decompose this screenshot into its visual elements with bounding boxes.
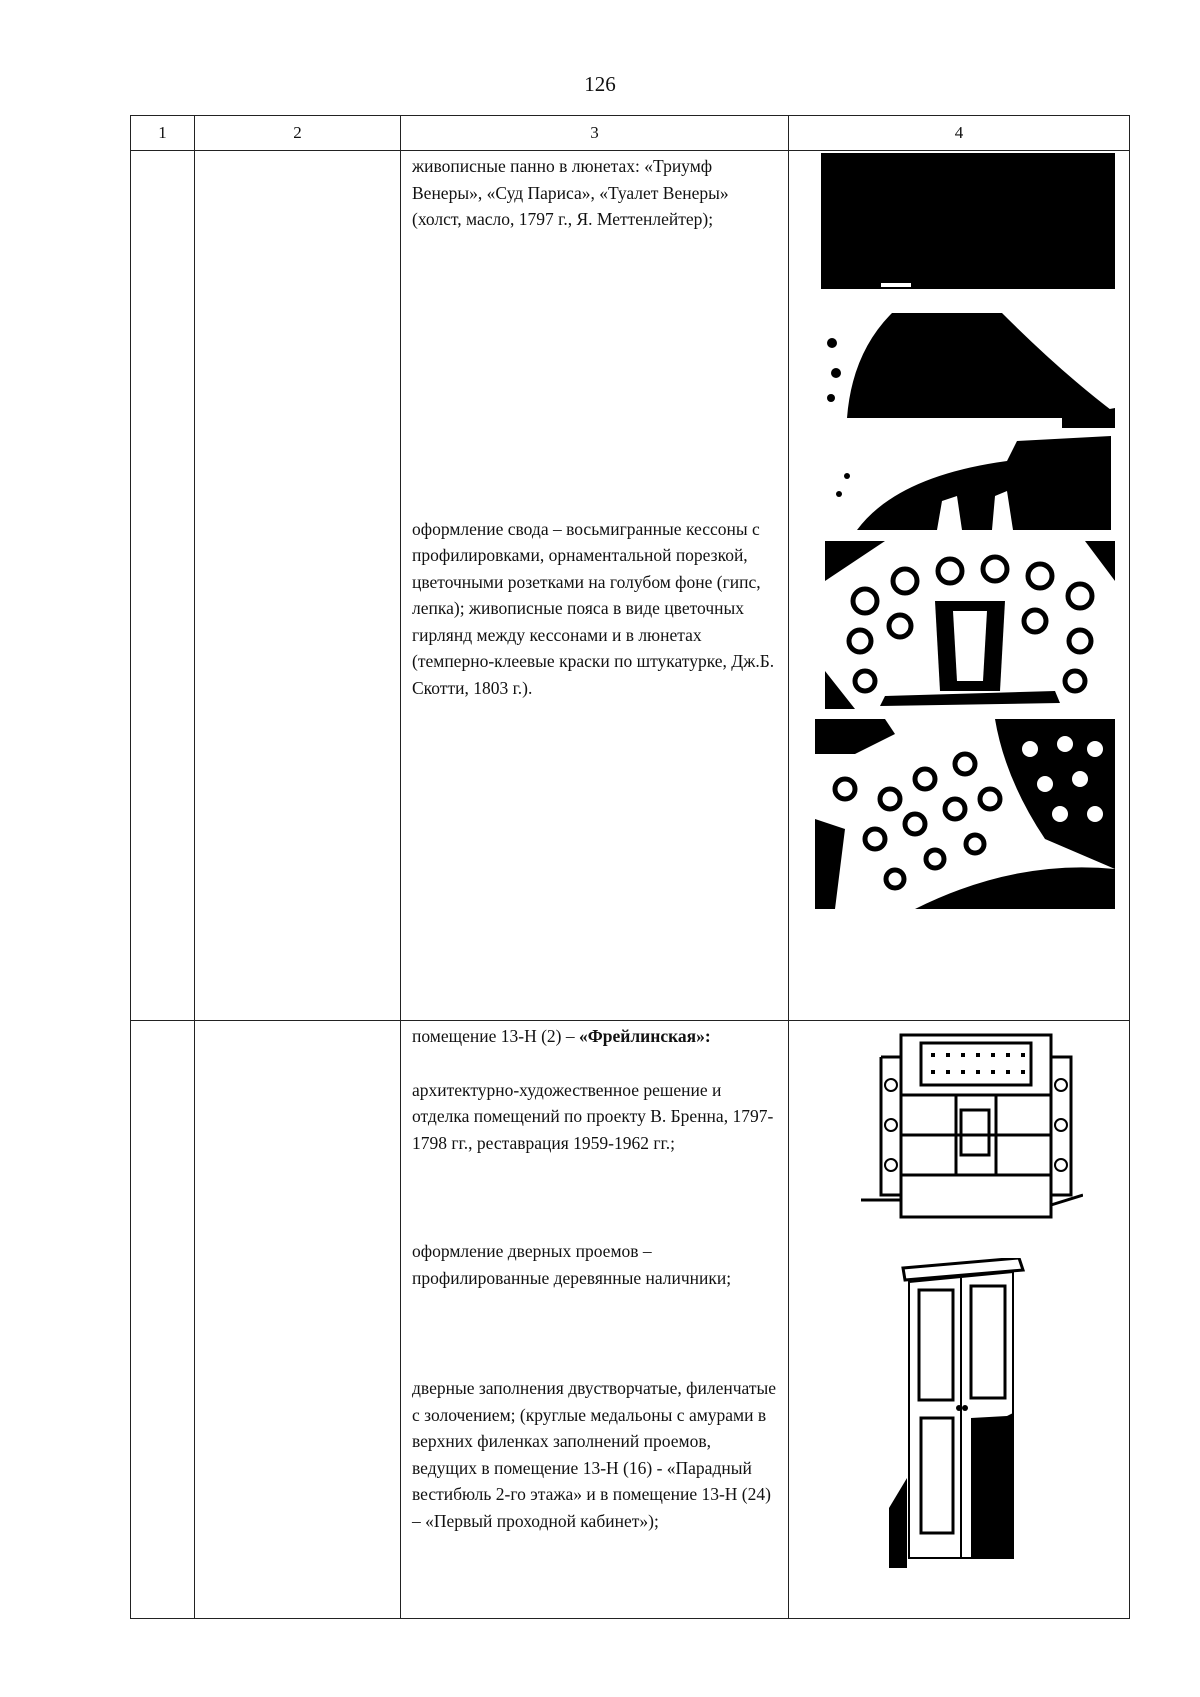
page-number: 126: [584, 72, 616, 96]
lunette-painting-photo-2: [822, 313, 1115, 428]
vault-description: оформление свода – восьмигранные кессоны с профилировками, орнаментальной порезкой, цветочными розетками на голубом фоне (гипс, лепка); живописные пояса в виде цветочных гирлянд между кессонами и в люнетах (темперно-клеевые краски по штукатурке, Дж.Б. Скотти, 1803 г.).: [412, 518, 775, 698]
room-name: «Фрейлинская»:: [579, 1026, 711, 1046]
door-photo: [889, 1258, 1033, 1568]
door-leaves-description: дверные заполнения двустворчатые, филенчатые с золочением; (круглые медальоны с амурами в верхних филенках заполнений проемов, ведущих в помещение 13-Н (16) - «Парадный вестибюль 2-го этажа» и в помещение 13-Н (24) – «Первый проходной кабинет»);: [412, 1378, 777, 1531]
paintings-description: живописные панно в люнетах: «Триумф Венеры», «Суд Париса», «Туалет Венеры» (холст, масло, 1797 г., Я. Меттенлейтер);: [412, 156, 729, 229]
row2-cell-2: [195, 1021, 401, 1619]
table-row: [131, 1021, 1130, 1619]
column-header-1: 1: [131, 116, 195, 151]
row1-cell-3: [401, 151, 789, 1021]
column-header-3: 3: [401, 116, 789, 151]
lunette-painting-photo-1: [821, 153, 1115, 300]
vault-coffers-photo-2: [815, 719, 1115, 909]
row2-cell-1: [131, 1021, 195, 1619]
room-title-prefix: помещение 13-Н (2) –: [412, 1026, 579, 1046]
row2-cell-3: [401, 1021, 789, 1619]
vault-coffers-photo-1: [825, 541, 1115, 709]
room-title: [412, 1023, 778, 1050]
monument-table: [130, 115, 1130, 1619]
row1-cell-2: [195, 151, 401, 1021]
table-row: [131, 151, 1130, 1021]
table-header-row: [131, 116, 1130, 151]
row2-cell-4: [789, 1021, 1130, 1619]
floor-plan-drawing: [861, 1025, 1083, 1225]
row1-cell-4: [789, 151, 1130, 1021]
lunette-painting-photo-3: [817, 436, 1111, 530]
column-header-2: 2: [195, 116, 401, 151]
doorways-description: оформление дверных проемов – профилированные деревянные наличники;: [412, 1241, 732, 1288]
architecture-description: архитектурно-художественное решение и отделка помещений по проекту В. Бренна, 1797-1798 гг., реставрация 1959-1962 гг.;: [412, 1079, 774, 1153]
row1-cell-1: [131, 151, 195, 1021]
column-header-4: 4: [789, 116, 1130, 151]
